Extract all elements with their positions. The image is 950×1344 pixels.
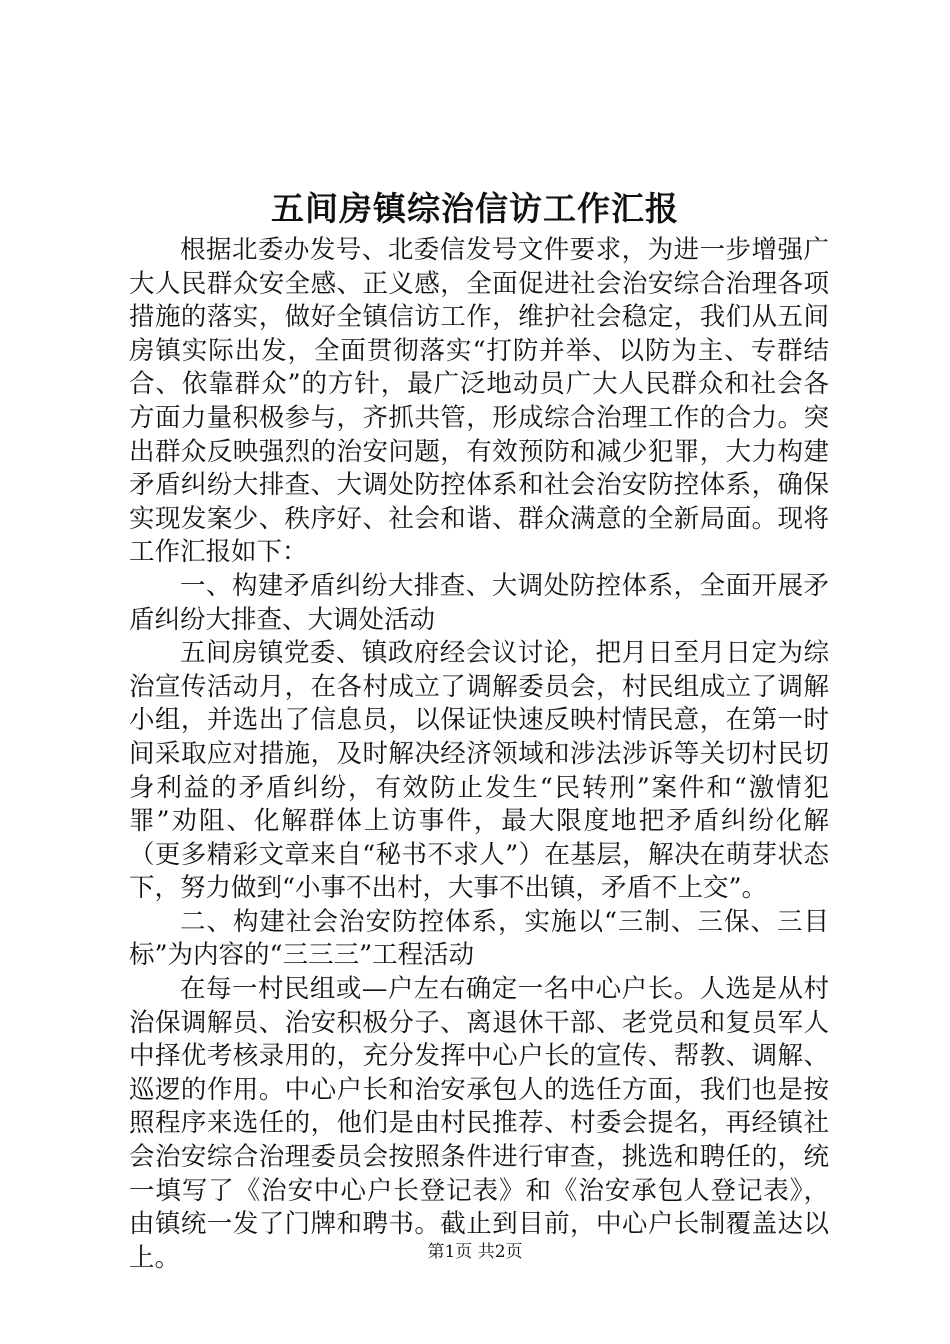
paragraph-intro: 根据北委办发号、北委信发号文件要求，为进一步增强广大人民群众安全感、正义感，全面促进社会治安综合治理各项措施的落实，做好全镇信访工作，维护社会稳定，我们从五间房镇实际出发，全面贯彻落实“打防并举、以防为主、专群结合、依靠群众”的方针，最广泛地动员广大人民群众和社会各方面力量积极参与，齐抓共管，形成综合治理工作的合力。突出群众反映强烈的治安问题，有效预防和减少犯罪，大力构建矛盾纠纷大排查、大调处防控体系和社会治安防控体系，确保实现发案少、秩序好、社会和谐、群众满意的全新局面。现将工作汇报如下： xyxy=(129,235,829,568)
page-number-footer: 第1页 共2页 xyxy=(427,1242,523,1262)
paragraph-section-2-body: 在每一村民组或—户左右确定一名中心户长。人选是从村治保调解员、治安积极分子、离退休干部、老党员和复员军人中择优考核录用的，充分发挥中心户长的宣传、帮教、调解、巡逻的作用。中心户长和治安承包人的选任方面，我们也是按照程序来选任的，他们是由村民推荐、村委会提名，再经镇社会治安综合治理委员会按照条件进行审查，挑选和聘任的，统一填写了《治安中心户长登记表》和《治安承包人登记表》，由镇统一发了门牌和聘书。截止到目前，中心户长制覆盖达以上。 xyxy=(129,974,829,1273)
document-body xyxy=(129,234,829,1275)
document-title: 五间房镇综治信访工作汇报 xyxy=(271,189,679,228)
paragraph-section-2-heading: 二、构建社会治安防控体系，实施以“三制、三保、三目标”为内容的“三三三”工程活动 xyxy=(129,906,829,971)
paragraph-section-1-heading: 一、构建矛盾纠纷大排查、大调处防控体系，全面开展矛盾纠纷大排查、大调处活动 xyxy=(129,570,829,635)
paragraph-section-1-body: 五间房镇党委、镇政府经会议讨论，把月日至月日定为综治宣传活动月，在各村成立了调解委员会，村民组成立了调解小组，并选出了信息员，以保证快速反映村情民意，在第一时间采取应对措施，及时解决经济领域和涉法涉诉等关切村民切身利益的矛盾纠纷，有效防止发生“民转刑”案件和“激情犯罪”劝阻、化解群体上访事件，最大限度地把矛盾纠纷化解（更多精彩文章来自“秘书不求人”）在基层，解决在萌芽状态下，努力做到“小事不出村，大事不出镇，矛盾不上交”。 xyxy=(129,638,829,904)
